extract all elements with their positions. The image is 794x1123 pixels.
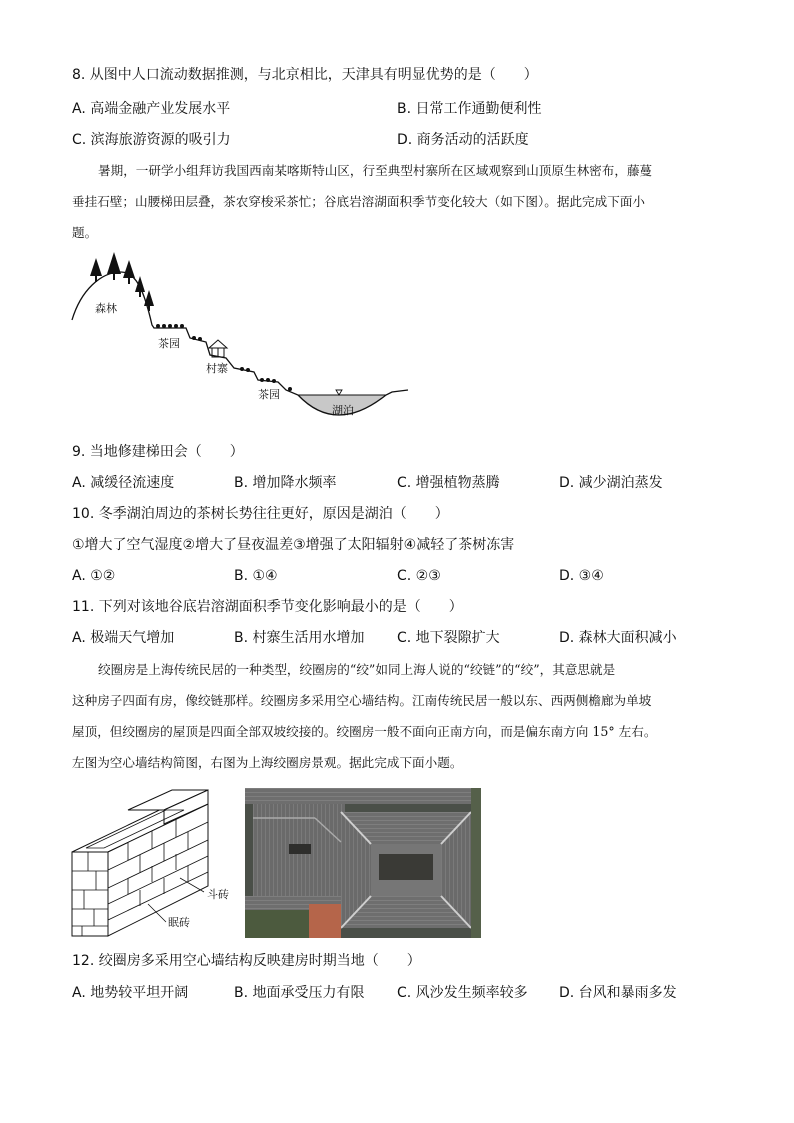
passage1-line-2: 垂挂石壁；山腰梯田层叠，茶农穿梭采茶忙；谷底岩溶湖面积季节变化较大（如下图）。据此完成下面小 <box>72 194 646 209</box>
q12-option-b: B. 地面承受压力有限 <box>234 985 365 1001</box>
jiaoquan-house-photo <box>245 788 481 938</box>
q9-option-a: A. 减缓径流速度 <box>72 475 175 491</box>
passage2-line-2: 这种房子四面有房，像绞链那样。绞圈房多采用空心墙结构。江南传统民居一般以东、西两侧檐廊为单坡 <box>72 693 652 708</box>
q9-option-c: C. 增强植物蒸腾 <box>397 475 500 491</box>
q8-option-d: D. 商务活动的活跃度 <box>397 132 529 148</box>
label-dou-brick: 斗砖 <box>207 888 229 901</box>
passage2 <box>72 654 722 778</box>
q10-option-a: A. ①② <box>72 568 116 584</box>
passage1 <box>72 155 722 248</box>
passage2-line-3: 屋顶，但绞圈房的屋顶是四面全部双坡绞接的。绞圈房一般不面向正南方向，而是偏东南方向 15° 左右。 <box>72 724 657 739</box>
q10-option-d: D. ③④ <box>559 568 604 584</box>
q10-option-b: B. ①④ <box>234 568 278 584</box>
passage1-line-1: 暑期，一研学小组拜访我国西南某喀斯特山区，行至典型村寨所在区域观察到山顶原生林密布，藤蔓 <box>98 163 653 178</box>
q12-option-c: C. 风沙发生频率较多 <box>397 985 528 1001</box>
q8-stem: 8. 从图中人口流动数据推测，与北京相比，天津具有明显优势的是（ ） <box>72 67 538 83</box>
label-forest: 森林 <box>95 302 117 315</box>
terrain-profile-diagram <box>66 250 416 430</box>
q10-stem: 10. 冬季湖泊周边的茶树长势往往更好，原因是湖泊（ ） <box>72 506 449 522</box>
q11-stem: 11. 下列对该地谷底岩溶湖面积季节变化影响最小的是（ ） <box>72 599 463 615</box>
label-mian-brick: 眠砖 <box>168 916 190 929</box>
village-house <box>209 340 227 357</box>
q10-option-c: C. ②③ <box>397 568 441 584</box>
q8-option-a: A. 高端金融产业发展水平 <box>72 101 231 117</box>
label-tea-upper: 茶园 <box>158 337 180 350</box>
label-village: 村寨 <box>206 362 228 375</box>
q11-option-b: B. 村寨生活用水增加 <box>234 630 365 646</box>
q8-option-c: C. 滨海旅游资源的吸引力 <box>72 132 231 148</box>
passage2-line-4: 左图为空心墙结构简图，右图为上海绞圈房景观。据此完成下面小题。 <box>72 755 463 770</box>
q9-stem: 9. 当地修建梯田会（ ） <box>72 444 244 460</box>
q11-option-c: C. 地下裂隙扩大 <box>397 630 500 646</box>
passage2-line-1: 绞圈房是上海传统民居的一种类型，绞圈房的“绞”如同上海人说的“绞链”的“绞”，其意思就是 <box>98 662 616 677</box>
q11-option-d: D. 森林大面积减小 <box>559 630 677 646</box>
q9-option-d: D. 减少湖泊蒸发 <box>559 475 663 491</box>
terrain-outline <box>72 272 408 415</box>
q10-statements: ①增大了空气湿度②增大了昼夜温差③增强了太阳辐射④减轻了茶树冻害 <box>72 537 515 553</box>
q12-option-a: A. 地势较平坦开阔 <box>72 985 189 1001</box>
water-level-marker <box>336 390 342 395</box>
label-tea-lower: 茶园 <box>258 388 280 401</box>
label-lake: 湖泊 <box>332 404 354 417</box>
q9-option-b: B. 增加降水频率 <box>234 475 337 491</box>
q12-option-d: D. 台风和暴雨多发 <box>559 985 677 1001</box>
q8-option-b: B. 日常工作通勤便利性 <box>397 101 542 117</box>
hollow-wall-diagram <box>68 786 238 942</box>
passage1-line-3: 题。 <box>72 225 98 240</box>
q12-stem: 12. 绞圈房多采用空心墙结构反映建房时期当地（ ） <box>72 953 421 969</box>
q11-option-a: A. 极端天气增加 <box>72 630 175 646</box>
